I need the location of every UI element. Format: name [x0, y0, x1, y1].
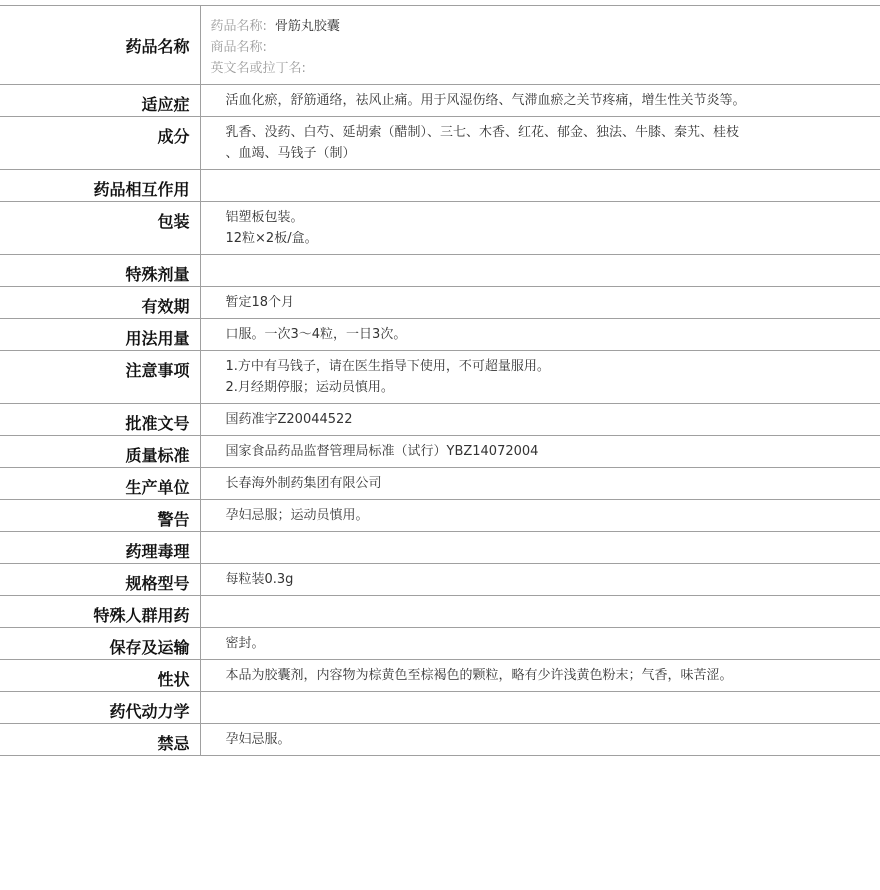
row-label: 用法用量: [0, 319, 200, 351]
row-value: [200, 85, 880, 117]
row-label: 生产单位: [0, 468, 200, 500]
description-row: [0, 660, 880, 692]
value-line: 密封。: [225, 636, 265, 651]
value-line: 暂定18个月: [225, 295, 295, 310]
drug-info-document: [0, 5, 880, 756]
row-label: 包装: [0, 202, 200, 255]
row-value: [200, 117, 880, 170]
indications-row: [0, 85, 880, 117]
row-label: 质量标准: [0, 436, 200, 468]
row-label: 适应症: [0, 85, 200, 117]
value-line: 铝塑板包装。: [225, 210, 304, 225]
row-label: 禁忌: [0, 724, 200, 756]
value-line: 国药准字Z20044522: [225, 412, 353, 427]
row-label: 有效期: [0, 287, 200, 319]
drug-name-cell: [200, 6, 880, 85]
row-value: [200, 351, 880, 404]
value-line: 12粒×2板/盒。: [225, 231, 318, 246]
row-value: [200, 319, 880, 351]
row-label: 成分: [0, 117, 200, 170]
row-value: [200, 468, 880, 500]
value-line: 乳香、没药、白芍、延胡索（醋制）、三七、木香、红花、郁金、独法、牛膝、秦艽、桂枝: [225, 125, 740, 140]
row-value: [200, 170, 880, 202]
row-value: [200, 255, 880, 287]
pharmacology-row: [0, 532, 880, 564]
storage-row: [0, 628, 880, 660]
generic-name-line: [211, 16, 871, 37]
row-value: [200, 202, 880, 255]
drug-info-table: [0, 5, 880, 756]
precautions-row: [0, 351, 880, 404]
packaging-row: [0, 202, 880, 255]
row-label: 警告: [0, 500, 200, 532]
interactions-row: [0, 170, 880, 202]
row-label: 药品名称: [0, 6, 200, 85]
trade-name-line: [211, 37, 871, 58]
row-label: 特殊人群用药: [0, 596, 200, 628]
warning-row: [0, 500, 880, 532]
row-label: 注意事项: [0, 351, 200, 404]
row-value: [200, 500, 880, 532]
value-line: 孕妇忌服；运动员慎用。: [225, 508, 369, 523]
row-value: [200, 404, 880, 436]
row-label: 保存及运输: [0, 628, 200, 660]
value-line: 每粒装0.3g: [225, 572, 294, 587]
quality-standard-row: [0, 436, 880, 468]
value-line: 孕妇忌服。: [225, 732, 291, 747]
row-label: 特殊剂量: [0, 255, 200, 287]
drug-name-row: [0, 6, 880, 85]
ingredients-row: [0, 117, 880, 170]
row-value: [200, 532, 880, 564]
contraindications-row: [0, 724, 880, 756]
value-line: 活血化瘀，舒筋通络，祛风止痛。用于风湿伤络、气滞血瘀之关节疼痛，增生性关节炎等。: [225, 93, 746, 108]
row-label: 批准文号: [0, 404, 200, 436]
row-label: 规格型号: [0, 564, 200, 596]
row-value: [200, 692, 880, 724]
value-line: 口服。一次3～4粒，一日3次。: [225, 327, 407, 342]
value-line: 本品为胶囊剂，内容物为棕黄色至棕褐色的颗粒，略有少许浅黄色粉末；气香，味苦涩。: [225, 668, 733, 683]
shelf-life-row: [0, 287, 880, 319]
row-value: [200, 287, 880, 319]
row-value: [200, 628, 880, 660]
row-value: [200, 564, 880, 596]
special-dosage-row: [0, 255, 880, 287]
row-label: 性状: [0, 660, 200, 692]
specification-row: [0, 564, 880, 596]
value-line: 、血竭、马钱子（制）: [225, 146, 356, 161]
dosage-row: [0, 319, 880, 351]
row-value: [200, 596, 880, 628]
manufacturer-row: [0, 468, 880, 500]
value-line: 国家食品药品监督管理局标准（试行）YBZ14072004: [225, 444, 539, 459]
row-value: [200, 436, 880, 468]
row-label: 药品相互作用: [0, 170, 200, 202]
row-label: 药代动力学: [0, 692, 200, 724]
row-value: [200, 724, 880, 756]
value-line: 1.方中有马钱子，请在医生指导下使用，不可超量服用。: [225, 359, 550, 374]
english-name-key: 英文名或拉丁名:: [210, 61, 306, 76]
value-line: 长春海外制药集团有限公司: [225, 476, 382, 491]
english-name-line: [211, 58, 871, 79]
special-population-row: [0, 596, 880, 628]
generic-name-value: 骨筋丸胶囊: [274, 19, 340, 34]
value-line: 2.月经期停服；运动员慎用。: [225, 380, 394, 395]
approval-number-row: [0, 404, 880, 436]
row-label: 药理毒理: [0, 532, 200, 564]
pharmacokinetics-row: [0, 692, 880, 724]
row-value: [200, 660, 880, 692]
trade-name-key: 商品名称:: [210, 40, 267, 55]
generic-name-key: 药品名称:: [210, 19, 267, 34]
